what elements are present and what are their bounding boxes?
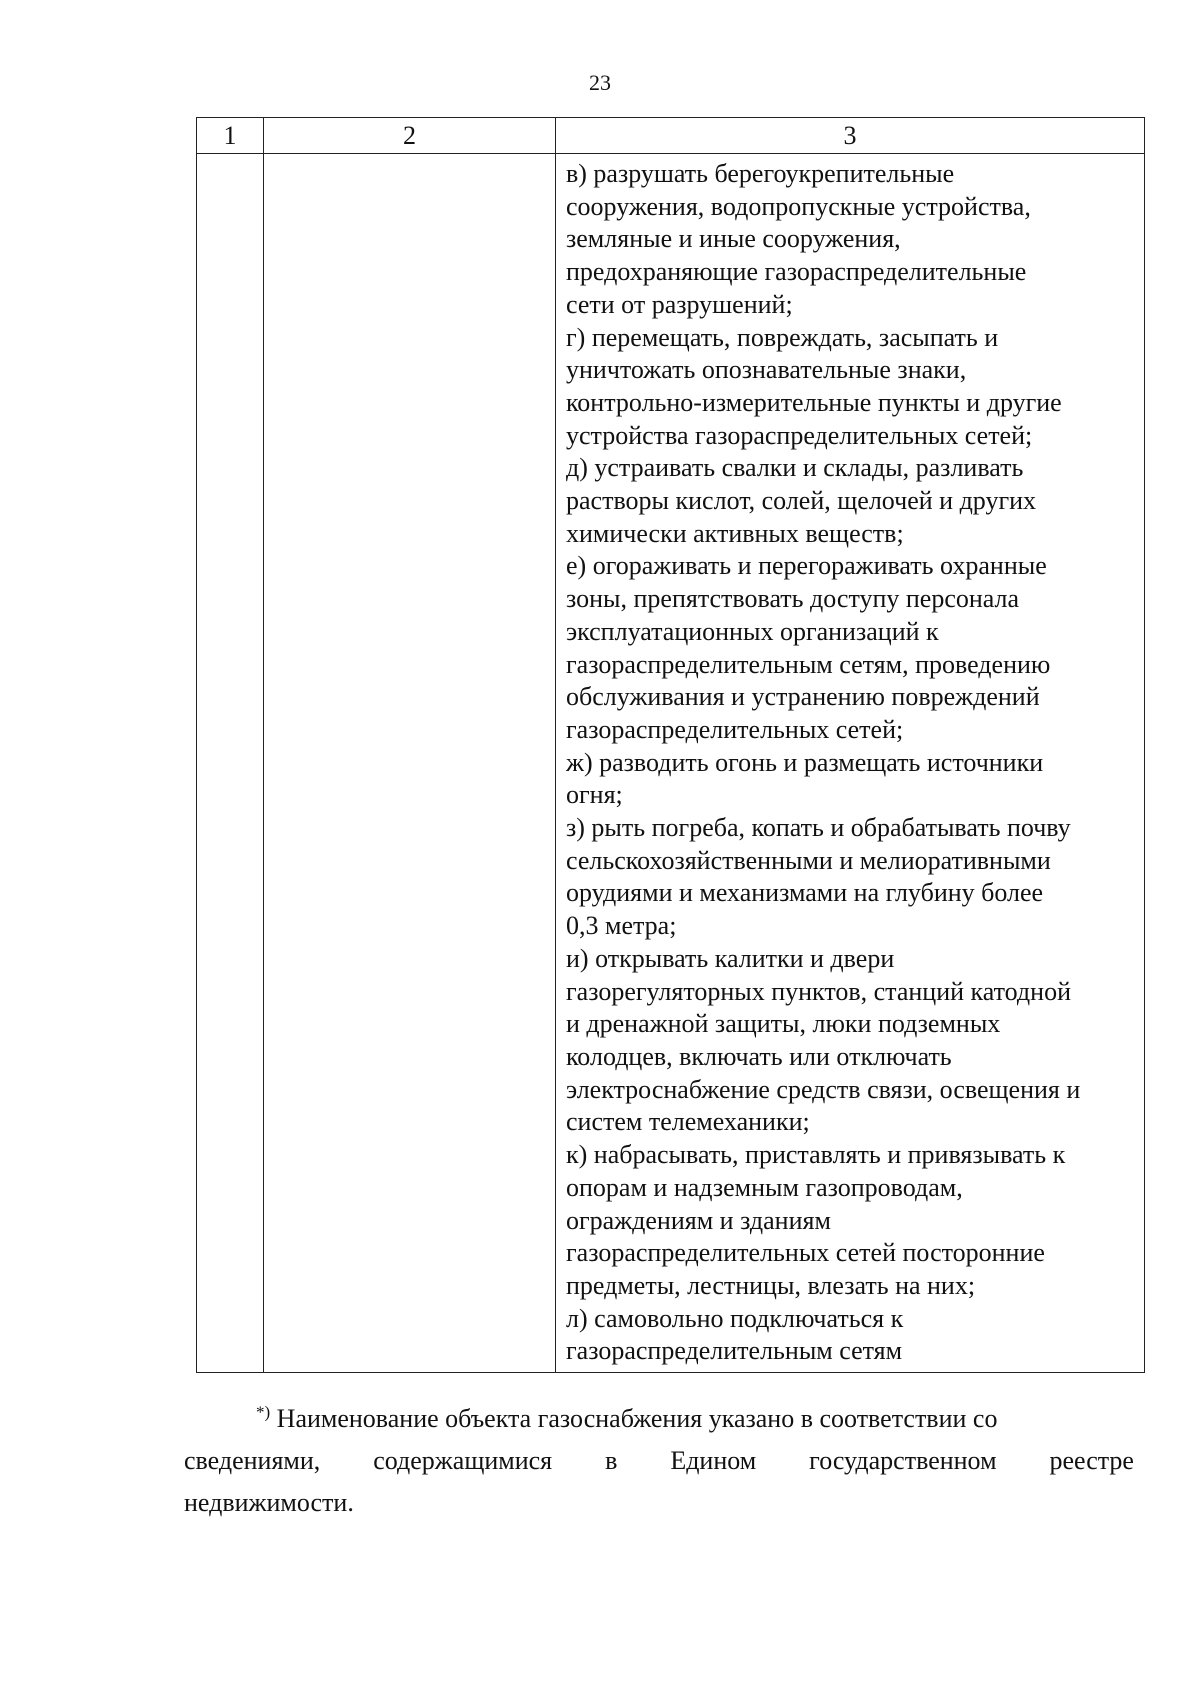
cell-column-2: [264, 154, 556, 1373]
list-item: л) самовольно подключаться к газораспределительным сетям: [566, 1303, 904, 1366]
table-row: [197, 154, 1145, 1373]
footnote: [184, 1398, 1134, 1524]
list-item: и) открывать калитки и двери газорегуляторных пунктов, станций катодной и дренажной защиты, люки подземных колодцев, включать или отключать электроснабжение средств связи, освещения и систем телемеханики;: [566, 943, 1081, 1137]
footnote-word: реестре: [1049, 1446, 1134, 1475]
list-item: г) перемещать, повреждать, засыпать и уничтожать опознавательные знаки, контрольно-измерительные пункты и другие устройства газораспределительных сетей;: [566, 322, 1062, 450]
list-item: ж) разводить огонь и размещать источники огня;: [566, 747, 1044, 810]
footnote-word: содержащимися: [373, 1446, 553, 1475]
column-2-header: 2: [264, 118, 556, 154]
list-item: к) набрасывать, приставлять и привязывать к опорам и надземным газопроводам, ограждениям и зданиям газораспределительных сетей посторонние предметы, лестницы, влезать на них;: [566, 1140, 1066, 1300]
page-number: 23: [589, 70, 611, 95]
column-3-header: 3: [556, 118, 1145, 154]
list-item: з) рыть погреба, копать и обрабатывать почву сельскохозяйственными и мелиоративными орудиями и механизмами на глубину более 0,3 метра;: [566, 813, 1071, 941]
list-item: д) устраивать свалки и склады, разливать растворы кислот, солей, щелочей и других химически активных веществ;: [566, 453, 1037, 548]
footnote-word: государственном: [809, 1446, 997, 1475]
footnote-text-1: Наименование объекта газоснабжения указано в соответствии со: [276, 1404, 998, 1433]
footnote-line-3: недвижимости.: [184, 1488, 354, 1517]
footnote-marker: *): [256, 1402, 271, 1422]
cell-column-3: [556, 154, 1145, 1373]
footnote-word: сведениями,: [184, 1446, 321, 1475]
footnote-word: Едином: [670, 1446, 757, 1475]
list-item: в) разрушать берегоукрепительные сооружения, водопропускные устройства, земляные и иные сооружения, предохраняющие газораспределительные сети от разрушений;: [566, 159, 1031, 319]
cell-column-1: [197, 154, 264, 1373]
footnote-line-1: [184, 1398, 1134, 1440]
document-table: [196, 117, 1145, 1373]
footnote-word: в: [605, 1446, 618, 1475]
column-1-header: 1: [197, 118, 264, 154]
footnote-line-2: [184, 1440, 1134, 1482]
list-item: е) огораживать и перегораживать охранные зоны, препятствовать доступу персонала эксплуатационных организаций к газораспределительным сетям, проведению обслуживания и устранению повреждений газораспределительных сетей;: [566, 551, 1051, 744]
prohibition-list: [556, 154, 1144, 1368]
table-header-row: [197, 118, 1145, 154]
